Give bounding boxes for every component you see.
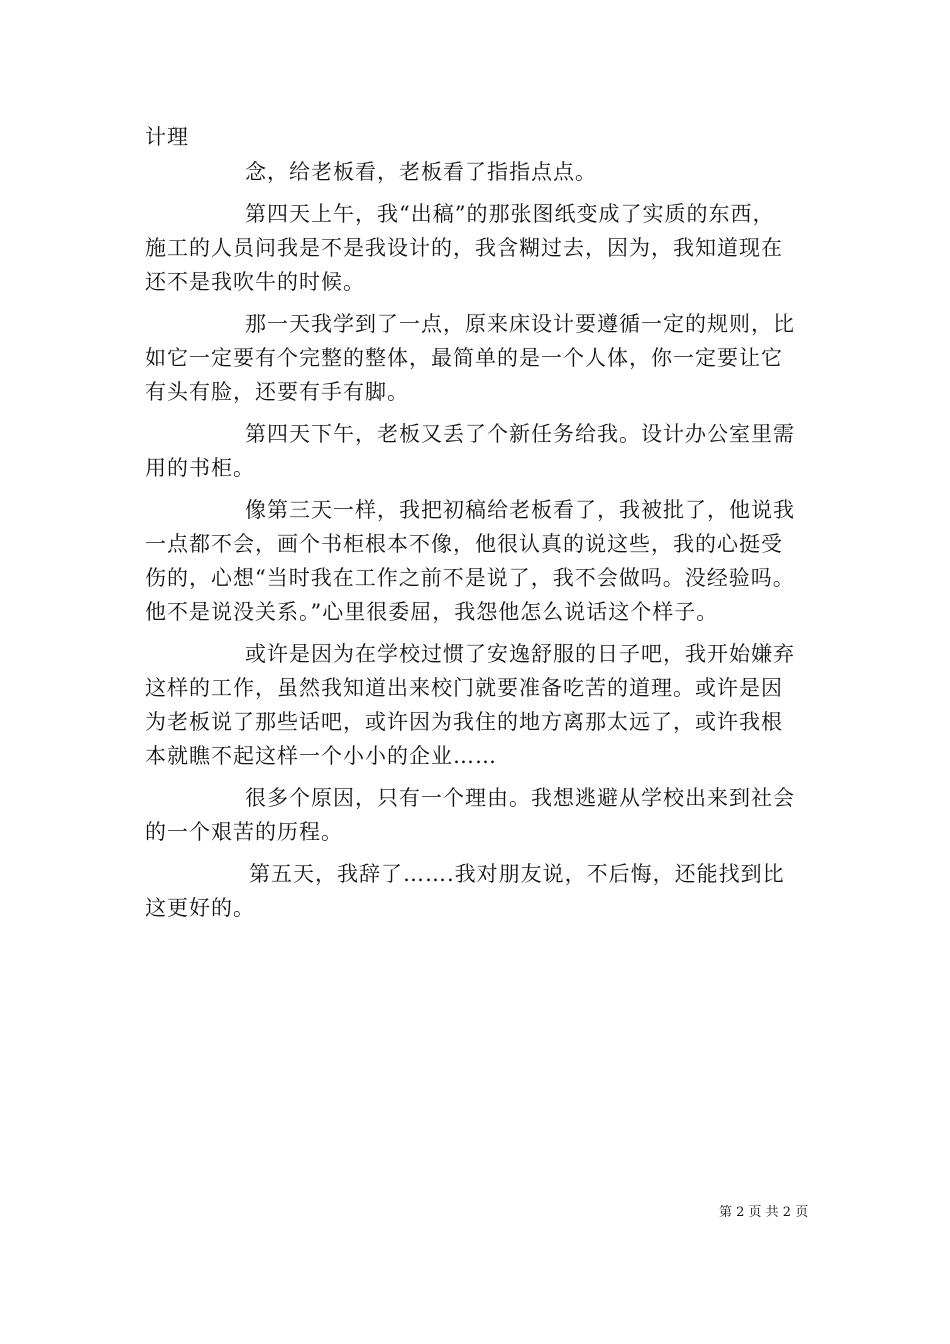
paragraph-line: 的一个艰苦的历程。 (145, 820, 343, 844)
paragraph-line: 念，给老板看，老板看了指指点点。 (245, 160, 597, 184)
paragraph-first-line: 第五天，我辞了…….我对朋友说，不后悔，还能找到比 (249, 862, 785, 886)
text-line: 计理 (145, 125, 189, 149)
paragraph-first-line: 第四天下午，老板又丢了个新任务给我。设计办公室里需 (245, 422, 795, 446)
paragraph-line: 他不是说没关系。”心里很委屈，我怨他怎么说话这个样子。 (145, 600, 719, 624)
paragraph-line: 施工的人员问我是不是我设计的，我含糊过去，因为，我知道现在 (145, 236, 783, 260)
paragraph-line: 用的书柜。 (145, 456, 255, 480)
paragraph-first-line: 第四天上午，我“出稿”的那张图纸变成了实质的东西， (245, 202, 775, 226)
paragraph-line: 这样的工作，虽然我知道出来校门就要准备吃苦的道理。或许是因 (145, 676, 783, 700)
paragraph-line: 为老板说了那些话吧，或许因为我住的地方离那太远了，或许我根 (145, 710, 783, 734)
paragraph-line: 这更好的。 (145, 896, 255, 920)
paragraph-line: 还不是我吹牛的时候。 (145, 270, 365, 294)
paragraph-line: 如它一定要有个完整的整体，最简单的是一个人体，你一定要让它 (145, 346, 783, 370)
paragraph-line: 有头有脸，还要有手有脚。 (145, 380, 409, 404)
paragraph-first-line: 那一天我学到了一点，原来床设计要遵循一定的规则，比 (245, 312, 795, 336)
paragraph-first-line: 或许是因为在学校过惯了安逸舒服的日子吧，我开始嫌弃 (245, 642, 795, 666)
paragraph-line: 本就瞧不起这样一个小小的企业…… (145, 744, 497, 768)
paragraph-line: 伤的，心想“当时我在工作之前不是说了，我不会做吗。没经验吗。 (145, 566, 795, 590)
paragraph-first-line: 很多个原因，只有一个理由。我想逃避从学校出来到社会 (245, 786, 795, 810)
paragraph-first-line: 像第三天一样，我把初稿给老板看了，我被批了，他说我 (245, 498, 795, 522)
page-footer: 第 2 页 共 2 页 (719, 1205, 809, 1220)
paragraph-line: 一点都不会，画个书柜根本不像，他很认真的说这些，我的心挺受 (145, 532, 783, 556)
